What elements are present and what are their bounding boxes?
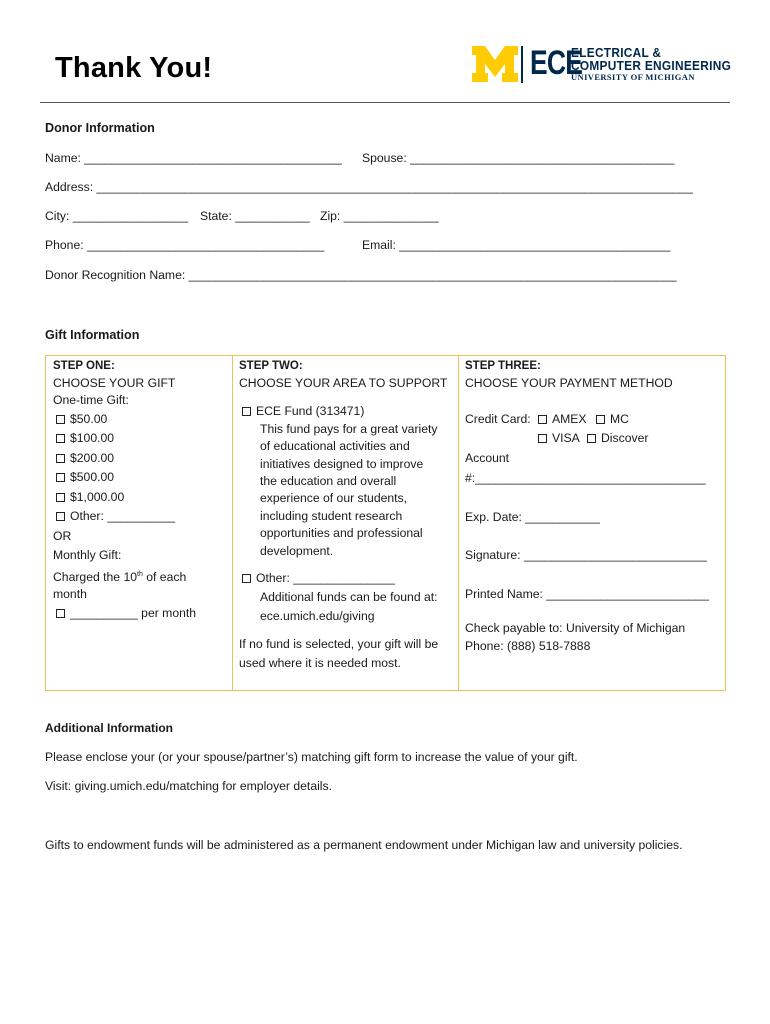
fund-desc-6: including student research bbox=[260, 509, 403, 523]
additional-heading: Additional Information bbox=[45, 721, 173, 735]
checkbox-icon[interactable] bbox=[56, 512, 65, 521]
phone-field[interactable]: Phone: ___________________________________ bbox=[45, 238, 325, 252]
or-label: OR bbox=[53, 529, 72, 543]
gift-table-divider-2 bbox=[458, 355, 459, 690]
logo-ece-text: ECE bbox=[530, 44, 583, 82]
logo-line-2: COMPUTER ENGINEERING bbox=[571, 59, 732, 73]
mc-option[interactable]: MC bbox=[596, 411, 629, 428]
fund-desc-1: This fund pays for a great variety bbox=[260, 422, 438, 436]
account-field[interactable]: #:__________________________________ bbox=[465, 471, 706, 485]
credit-card-label: Credit Card: bbox=[465, 412, 531, 426]
endowment-text: Gifts to endowment funds will be administered as a permanent endowment under Michigan law and university policies. bbox=[45, 838, 683, 852]
checkbox-icon[interactable] bbox=[242, 574, 251, 583]
visa-option[interactable]: VISA bbox=[538, 430, 580, 447]
email-field[interactable]: Email: ________________________________________ bbox=[362, 238, 671, 252]
checkbox-icon[interactable] bbox=[538, 415, 547, 424]
additional-funds-text: Additional funds can be found at: bbox=[260, 590, 438, 604]
checkbox-icon[interactable] bbox=[596, 415, 605, 424]
gift-option-other[interactable]: Other: __________ bbox=[56, 508, 175, 525]
monthly-label: Monthly Gift: bbox=[53, 548, 122, 562]
fund-desc-8: development. bbox=[260, 544, 334, 558]
payment-phone-text: Phone: (888) 518-7888 bbox=[465, 639, 591, 653]
charged-label: Charged the 10th of each bbox=[53, 570, 187, 585]
ece-fund-option[interactable]: ECE Fund (313471) bbox=[242, 403, 364, 420]
onetime-label: One-time Gift: bbox=[53, 393, 129, 407]
gift-option-500[interactable]: $500.00 bbox=[56, 469, 114, 486]
logo-line-1: ELECTRICAL & bbox=[571, 46, 662, 60]
amex-option[interactable]: AMEX bbox=[538, 411, 587, 428]
gift-option-100[interactable]: $100.00 bbox=[56, 430, 114, 447]
logo-line-3: UNIVERSITY OF MICHIGAN bbox=[571, 72, 695, 82]
step-three-subtitle: CHOOSE YOUR PAYMENT METHOD bbox=[465, 376, 673, 390]
gift-option-1000[interactable]: $1,000.00 bbox=[56, 489, 124, 506]
zip-field[interactable]: Zip: ______________ bbox=[320, 209, 439, 223]
other-fund-option[interactable]: Other: _______________ bbox=[242, 570, 395, 587]
donor-heading: Donor Information bbox=[45, 121, 155, 135]
checkbox-icon[interactable] bbox=[56, 493, 65, 502]
checkbox-icon[interactable] bbox=[56, 434, 65, 443]
additional-funds-link[interactable]: ece.umich.edu/giving bbox=[260, 609, 375, 623]
gift-heading: Gift Information bbox=[45, 328, 140, 342]
spouse-field[interactable]: Spouse: _______________________________________ bbox=[362, 151, 675, 165]
step-one-subtitle: CHOOSE YOUR GIFT bbox=[53, 376, 176, 390]
step-one-title: STEP ONE: bbox=[53, 360, 115, 372]
michigan-block-m-logo bbox=[472, 46, 518, 87]
no-fund-note-1: If no fund is selected, your gift will be bbox=[239, 637, 439, 651]
gift-option-200[interactable]: $200.00 bbox=[56, 450, 114, 467]
gift-option-50[interactable]: $50.00 bbox=[56, 411, 107, 428]
discover-option[interactable]: Discover bbox=[587, 430, 648, 447]
state-field[interactable]: State: ___________ bbox=[200, 209, 310, 223]
recognition-name-field[interactable]: Donor Recognition Name: ________________________________________________________________________ bbox=[45, 268, 677, 282]
logo-divider bbox=[521, 46, 523, 83]
checkbox-icon[interactable] bbox=[242, 407, 251, 416]
address-field[interactable]: Address: ________________________________________________________________________________________ bbox=[45, 180, 693, 194]
fund-desc-7: opportunities and professional bbox=[260, 526, 423, 540]
checkbox-icon[interactable] bbox=[56, 454, 65, 463]
month-label: month bbox=[53, 587, 87, 601]
signature-field[interactable]: Signature: ___________________________ bbox=[465, 548, 707, 562]
page-title: Thank You! bbox=[55, 52, 213, 84]
checkbox-icon[interactable] bbox=[56, 473, 65, 482]
fund-desc-3: initiatives designed to improve bbox=[260, 457, 424, 471]
printed-name-field[interactable]: Printed Name: ________________________ bbox=[465, 587, 709, 601]
gift-table-divider-1 bbox=[232, 355, 233, 690]
checkbox-icon[interactable] bbox=[538, 434, 547, 443]
matching-visit-text: Visit: giving.umich.edu/matching for employer details. bbox=[45, 779, 332, 793]
step-two-subtitle: CHOOSE YOUR AREA TO SUPPORT bbox=[239, 376, 448, 390]
step-three-title: STEP THREE: bbox=[465, 360, 541, 372]
step-two-title: STEP TWO: bbox=[239, 360, 303, 372]
matching-gift-text: Please enclose your (or your spouse/partner’s) matching gift form to increase the value of your gift. bbox=[45, 750, 578, 764]
account-label: Account bbox=[465, 451, 510, 465]
checkbox-icon[interactable] bbox=[56, 415, 65, 424]
checkbox-icon[interactable] bbox=[56, 609, 65, 618]
name-field[interactable]: Name: ______________________________________ bbox=[45, 151, 342, 165]
exp-date-field[interactable]: Exp. Date: ___________ bbox=[465, 510, 600, 524]
checkbox-icon[interactable] bbox=[587, 434, 596, 443]
no-fund-note-2: used where it is needed most. bbox=[239, 656, 401, 670]
city-field[interactable]: City: _________________ bbox=[45, 209, 188, 223]
fund-desc-2: of educational activities and bbox=[260, 439, 410, 453]
fund-desc-5: experience of our students, bbox=[260, 491, 408, 505]
monthly-amount-field[interactable]: __________ per month bbox=[56, 605, 196, 622]
check-payable-text: Check payable to: University of Michigan bbox=[465, 621, 686, 635]
header-divider bbox=[40, 102, 730, 103]
fund-desc-4: the education and overall bbox=[260, 474, 397, 488]
